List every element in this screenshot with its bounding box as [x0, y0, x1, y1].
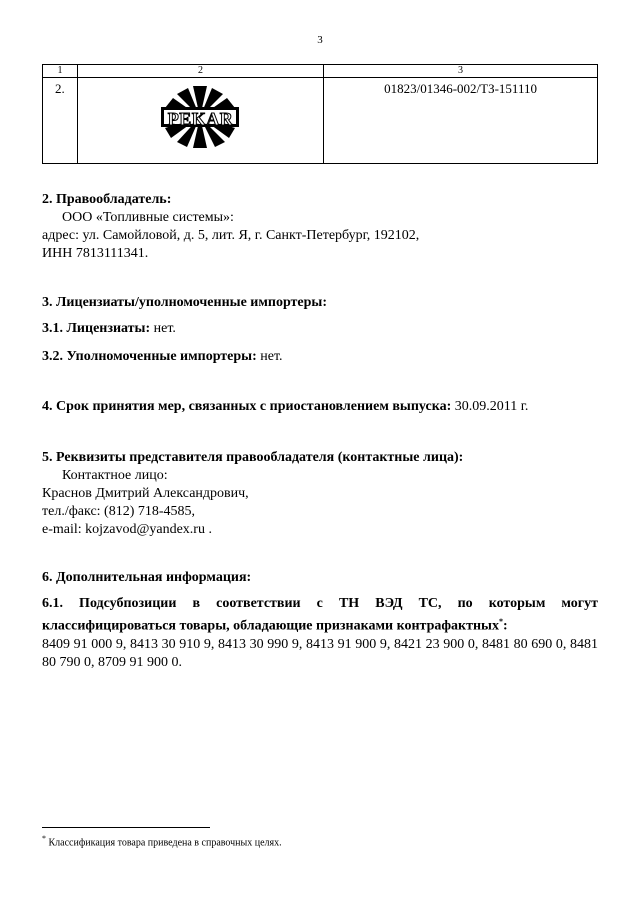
licensees-label: 3.1. Лицензиаты: — [42, 321, 151, 336]
subheadings-text: 6.1. Подсубпозиции в соответствии с ТН ВЭД ТС, по которым могут классифицироваться товары, обладающие признаками контрафактных — [42, 596, 598, 634]
registration-cell — [324, 78, 598, 164]
table-row — [43, 78, 598, 164]
footnote-text: Классификация товара приведена в справочных целях. — [46, 837, 282, 849]
hs-codes: 8409 91 000 9, 8413 30 910 9, 8413 30 990 9, 8413 91 900 9, 8421 23 900 0, 8481 80 690 0, 8481 80 790 0, 8709 91 900 0. — [42, 636, 598, 670]
section-rightholder — [42, 191, 419, 263]
table-header-row — [43, 65, 598, 78]
row-number-cell — [43, 78, 78, 164]
importers-value: нет. — [256, 349, 283, 364]
trademark-cell — [77, 78, 323, 164]
registration-number: 01823/01346-002/ТЗ-151110 — [384, 81, 537, 96]
page-number: 3 — [317, 34, 323, 46]
section-title: 5. Реквизиты представителя правообладателя (контактные лица): — [42, 450, 464, 465]
table-header-cell: 3 — [324, 65, 598, 78]
contact-label: Контактное лицо: — [62, 468, 168, 483]
licensees-line — [42, 320, 327, 338]
footnote-divider — [42, 827, 210, 828]
licensees-value: нет. — [150, 321, 176, 336]
trademark-text: PEKAR — [167, 109, 234, 129]
company-address: адрес: ул. Самойловой, д. 5, лит. Я, г. Санкт-Петербург, 192102, — [42, 228, 420, 243]
section-title: 4. Срок принятия мер, связанных с приостановлением выпуска: — [42, 399, 452, 414]
contact-phone: тел./факс: (812) 718-4585, — [42, 504, 196, 519]
subheadings-title — [42, 595, 598, 636]
company-inn: ИНН 7813111341. — [42, 246, 149, 261]
company-name: ООО «Топливные системы»: — [62, 210, 234, 225]
section-title: 6. Дополнительная информация: — [42, 570, 252, 585]
contact-name: Краснов Дмитрий Александрович, — [42, 486, 249, 501]
footnote-marker: * — [499, 617, 503, 626]
footnote-mark: * — [42, 834, 46, 843]
row-number: 2. — [55, 81, 65, 96]
table-header-cell: 2 — [77, 65, 323, 78]
section-title: 3. Лицензиаты/уполномоченные импортеры: — [42, 295, 328, 310]
section-title: 2. Правообладатель: — [42, 192, 172, 207]
trademark-logo — [157, 84, 243, 150]
importers-line — [42, 348, 327, 366]
section-term — [42, 398, 528, 416]
contact-email: e-mail: kojzavod@yandex.ru . — [42, 522, 212, 537]
subheadings-colon: : — [503, 618, 508, 634]
section-additional — [42, 569, 598, 672]
trademark-table — [42, 64, 598, 164]
term-date: 30.09.2011 г. — [451, 399, 529, 414]
importers-label: 3.2. Уполномоченные импортеры: — [42, 349, 257, 364]
section-representative — [42, 449, 463, 539]
table-header-cell: 1 — [43, 65, 78, 78]
section-licensees — [42, 294, 327, 366]
footnote — [42, 834, 282, 848]
